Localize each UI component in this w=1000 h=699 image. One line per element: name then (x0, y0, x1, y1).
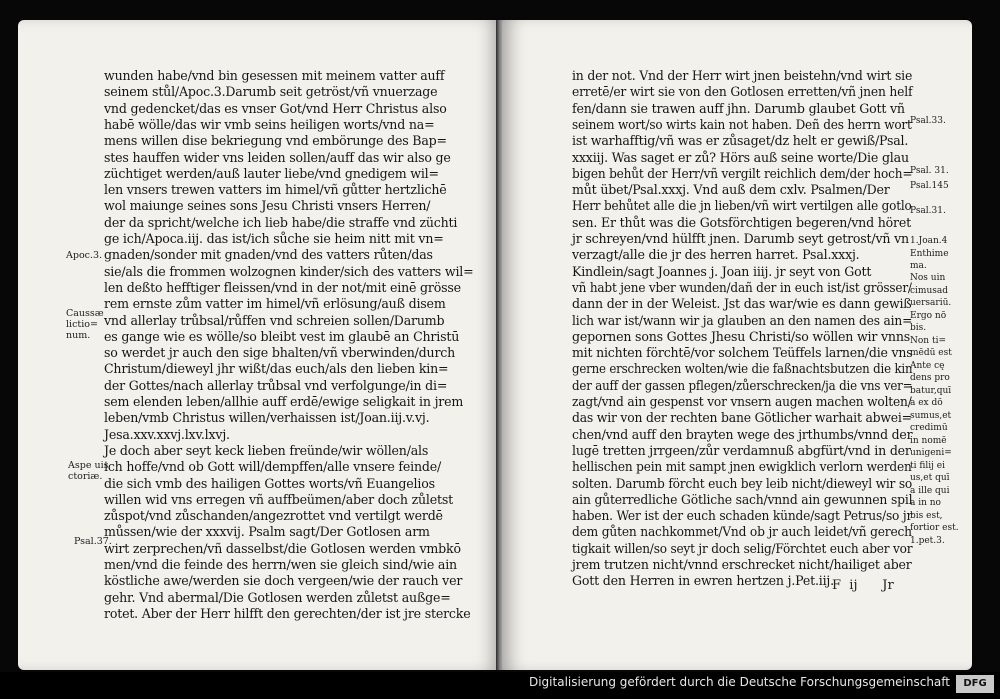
text-line: bigen behůt der Herr/vñ vergilt reichlich dem/der hoch= (572, 165, 913, 181)
text-line: Je doch aber seyt keck lieben freünde/wir wöllen/als (104, 442, 429, 458)
catchword: F ij Jr (832, 578, 894, 593)
margin-note: Enthime (910, 249, 949, 259)
left-page (18, 20, 500, 670)
text-line: gnaden/sonder mit gnaden/vnd des vatters růten/das (104, 247, 433, 263)
text-line: Christum/dieweyl jhr wißt/das euch/als den lieben kin= (104, 361, 449, 377)
margin-note: in nomē (910, 436, 947, 446)
text-line: der Gottes/nach allerlay trůbsal vnd verfolgunge/in di= (104, 377, 448, 393)
text-line: wunden habe/vnd bin gesessen mit meinem vatter auff (104, 68, 445, 83)
text-line: in der not. Vnd der Herr wirt jnen beistehn/vnd wirt sie (572, 68, 913, 83)
text-line: verzagt/alle die jr des herren harret. Psal.xxxj. (572, 247, 860, 263)
margin-note: fortior est. (910, 523, 959, 533)
footer-bar (0, 672, 1000, 699)
margin-note: Psal.31. (910, 206, 946, 216)
text-line: tigkait willen/so seyt jr doch selig/Förchtet euch aber vor (572, 540, 913, 556)
text-line: men/vnd die feinde des herrn/wen sie gleich sind/wie ain (104, 557, 457, 572)
text-line: můssen/wie der xxxvij. Psalm sagt/Der Gotlosen arm (104, 524, 430, 540)
text-line: zagt/vnd ain gespenst vor vnsern augen machen wolten/ (572, 394, 912, 409)
text-line: jrem trutzen nicht/vnnd erschrecket nicht/hailiget aber (572, 557, 912, 572)
margin-note: batur,quī (910, 386, 952, 396)
text-line: seinem stůl/Apoc.3.Darumb seit getröst/vñ vnuerzage (104, 84, 438, 100)
text-line: fen/dann sie trawen auff jhn. Darumb glaubet Gott vñ (572, 100, 905, 116)
text-line: seinem wort/so wirts kain not haben. Deñ des herrn wort (572, 116, 912, 132)
margin-note: us,et quī (910, 473, 950, 483)
text-line: gepornen sons Gottes Jhesu Christi/so wöllen wir vnns (572, 328, 911, 344)
text-line: sie/als die frommen wolzognen kinder/sich des vatters wil= (104, 263, 474, 279)
text-line: ist warhafftig/vñ was er zůsaget/dz helt er gewiß/Psal. (572, 133, 909, 149)
text-line: solten. Darumb förcht euch bey leib nicht/dieweyl wir so (572, 475, 913, 491)
margin-note: ma. (910, 261, 927, 271)
margin-note: dens pro (910, 373, 950, 383)
text-line: můt übet/Psal.xxxj. Vnd auß dem cxlv. Psalmen/Der (572, 182, 890, 198)
text-line: ain gůterredliche Götliche sach/vnnd ain gewunnen spil (572, 491, 913, 507)
footer-credit: Digitalisierung gefördert durch die Deutsche Forschungsgemeinschaft (528, 675, 950, 689)
text-line: züchtiget werden/auß lauter liebe/vnd gnedigem wil= (104, 165, 439, 181)
margin-note-apoc: Apoc.3. (66, 250, 103, 261)
margin-note: sumus,et (910, 411, 952, 421)
margin-note: Nos uin (910, 273, 946, 283)
text-line: zůspot/vnd zůschanden/angezrottet vnd vertilgt werdē (104, 508, 443, 524)
text-line: der auff der gassen pflegen/zůerschrecken/ja die vns ver= (572, 377, 913, 393)
text-line: mens willen dise bekriegung vnd embörunge des Bap= (104, 133, 447, 149)
margin-note: bis. (910, 323, 927, 333)
margin-note: Psal. 31. (910, 166, 949, 176)
margin-note: a ille qui (910, 486, 950, 496)
text-line: ich hoffe/vnd ob Gott will/dempffen/alle vnsere feinde/ (104, 459, 442, 475)
margin-note: Non ti= (910, 336, 946, 346)
text-line: wirt zerprechen/vñ dasselbst/die Gotlosen werden vmbkō (104, 540, 461, 556)
margin-note: Psal.33. (910, 116, 946, 126)
text-line: rem ernste zům vatter im himel/vñ erlösung/auß disem (104, 296, 446, 312)
text-line: der da spricht/welche ich lieb habe/die straffe vnd züchti (104, 214, 458, 230)
text-line: sem elenden leben/allhie auff erdē/ewige seligkait in jrem (104, 394, 464, 409)
margin-note: cimusad (910, 286, 948, 296)
margin-note: unigeni= (910, 448, 952, 458)
text-line: dann der in der Weleist. Jst das war/wie es dann gewiß (572, 296, 912, 312)
text-line: wol maiunge seines sons Jesu Christi vnsers Herren/ (104, 198, 431, 214)
text-line: lich war ist/wann wir ja glauben an den namen des ain= (572, 312, 913, 328)
text-line: len vnsers trewen vatters im himel/vñ gůtter hertzlichē (104, 182, 447, 198)
text-line: dem gůten nachkommet/Vnd ob jr auch leidet/vñ gerech (572, 524, 912, 540)
text-line: die sich vmb des hailigen Gottes worts/vñ Euangelios (104, 475, 435, 491)
text-line: erretē/er wirt sie von den Gotlosen erretten/vñ jnen helf (572, 84, 913, 100)
margin-note: Ante cę (910, 361, 945, 371)
text-line: hellischen pein mit sampt jnen ewigklich verlorn werden (572, 459, 912, 475)
text-line: Kindlein/sagt Joannes j. Joan iiij. jr seyt von Gott (572, 263, 872, 279)
text-line: chen/vnd auff den brayten wege des jrthumbs/vnnd der (572, 426, 913, 442)
text-line: vnd allerlay trůbsal/růffen vnd schreien sollen/Darumb (104, 312, 445, 328)
text-line: das wir von der rechten bane Götlicher warhait abwei= (572, 410, 912, 426)
text-line: mit nichten förchtē/vor solchem Teüffels larnen/die vns (572, 345, 913, 361)
text-line: xxxiij. Was saget er zů? Hörs auß seine worte/Die glau (572, 149, 909, 165)
text-line: habē wölle/das wir vmb seins heiligen worts/vnd na= (104, 116, 435, 132)
margin-note: ti filij ei (910, 461, 945, 471)
text-line: vñ habt jene vber wunden/dañ der in euch ist/ist grösser/ (572, 279, 912, 295)
right-page (502, 20, 972, 670)
margin-note: Psal.145 (910, 181, 949, 191)
text-line: jr schreyen/vnd hülfft jnen. Darumb seyt getrost/vñ vn (572, 231, 909, 246)
text-line: gerne erschrecken wolten/wie die faßnachtsbutzen die kin (572, 361, 913, 377)
text-line: leben/vmb Christus willen/verhaissen ist/Joan.iij.v.vj. (104, 410, 430, 426)
text-line: haben. Wer ist der euch schaden künde/sagt Petrus/so jr (572, 508, 913, 524)
margin-note: uersariū. (910, 298, 952, 308)
text-line: lugē tretten jrrgeen/zůr verdamnuß abgfürt/vnd in der (572, 442, 911, 458)
text-line: gehr. Vnd abermal/Die Gotlosen werden zůletst außge= (104, 589, 451, 605)
margin-note-caussae: Caussæ lictio= num. (66, 308, 104, 341)
text-line: rotet. Aber der Herr hilfft den gerechten/der ist jre stercke (104, 605, 471, 621)
margin-note: bis est, (910, 511, 943, 521)
text-line: es gange wie es wölle/so bleibt vest im glaubē an Christū (104, 328, 460, 344)
margin-note-psal37: Psal.37. (74, 536, 112, 547)
margin-note-aspe: Aspe uis ctoriæ. (68, 460, 109, 482)
text-line: Herr behůtet alle die jn lieben/vñ wirt vertilgen alle gotlo (572, 198, 912, 214)
text-line: Gott den Herren in ewren hertzen j.Pet.iij. (572, 573, 834, 589)
text-line: willen wid vns erregen vñ auffbeümen/aber doch zůletst (104, 491, 453, 507)
text-line: so werdet jr auch den sige bhalten/vñ vberwinden/durch (104, 345, 456, 361)
margin-note: 1.Joan.4 (910, 236, 948, 246)
margin-note: credimū (910, 423, 948, 433)
margin-note: a in no (910, 498, 941, 508)
dfg-logo: DFG (956, 675, 994, 693)
text-line: ge ich/Apoca.iij. das ist/ich sůche sie heim nitt mit vn= (104, 231, 444, 246)
text-line: sen. Er thůt was die Gotsförchtigen begeren/vnd höret (572, 214, 911, 230)
margin-note: 1.pet.3. (910, 536, 945, 546)
text-line: len deßto hefftiger fleissen/vnd in der not/mit einē grösse (104, 279, 461, 295)
margin-note: Ergo nō (910, 311, 947, 321)
text-line: Jesa.xxv.xxvj.lxv.lxvj. (104, 426, 230, 442)
right-margin-notes (908, 20, 972, 670)
text-line: stes hauffen wider vns leiden sollen/auff das wir also ge (104, 149, 451, 165)
margin-note: mēdū est (910, 348, 952, 358)
text-line: vnd gedencket/das es vnser Got/vnd Herr Christus also (104, 100, 447, 116)
margin-note: a ex dō (910, 398, 943, 408)
text-line: köstliche awe/werden sie doch vergeen/wie der rauch ver (104, 573, 463, 589)
